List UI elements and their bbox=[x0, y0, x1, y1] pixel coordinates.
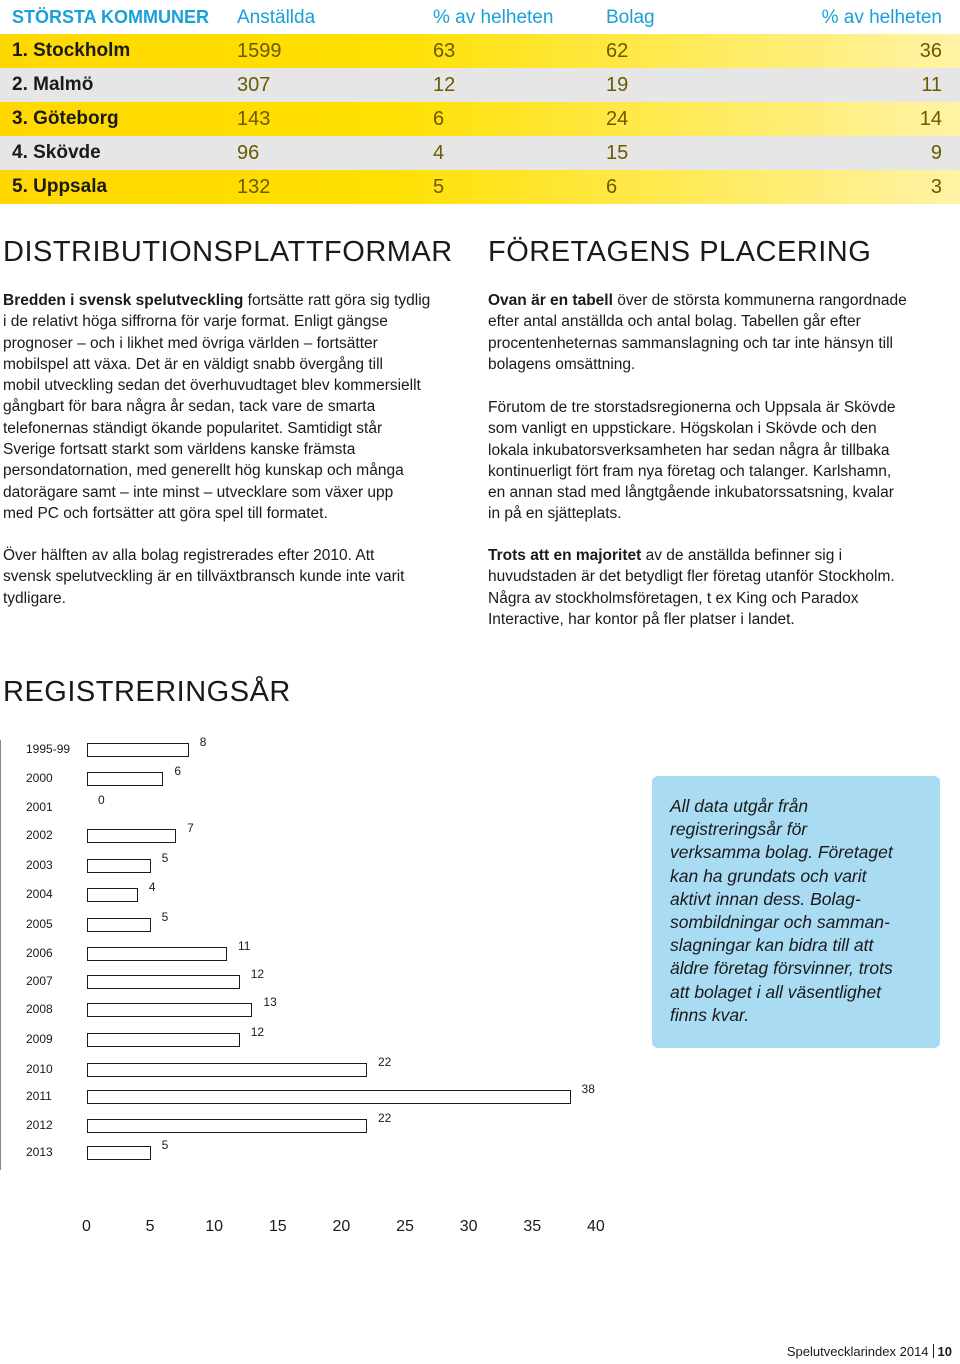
cell-employees-pct: 6 bbox=[433, 108, 445, 130]
bar bbox=[87, 743, 189, 757]
text-line: tydligare. bbox=[3, 589, 66, 607]
cell-companies: 15 bbox=[606, 142, 629, 164]
cell-municipality: 2. Malmö bbox=[12, 74, 94, 95]
text-line: över de största kommunerna rangordnade bbox=[612, 292, 907, 309]
bar bbox=[87, 888, 138, 902]
bar bbox=[87, 829, 176, 843]
cell-municipality: 5. Uppsala bbox=[12, 176, 108, 197]
text-line: slagningar kan bidra till att bbox=[670, 935, 874, 956]
cell-employees-pct: 63 bbox=[433, 40, 456, 62]
header-companies-pct: % av helheten bbox=[821, 7, 942, 28]
text-line: Interactive, har kontor på fler platser i landet. bbox=[488, 610, 795, 628]
text-line: finns kvar. bbox=[670, 1004, 750, 1025]
category-label: 2004 bbox=[26, 887, 53, 901]
text-line: verksamma bolag. Företaget bbox=[670, 842, 893, 863]
page-footer bbox=[787, 1344, 952, 1359]
x-tick-label: 10 bbox=[205, 1218, 224, 1235]
text-line: efter antal anställda och antal bolag. Tabellen går efter bbox=[488, 313, 861, 331]
left-paragraph-2 bbox=[3, 545, 473, 609]
heading-company-placement: FÖRETAGENS PLACERING bbox=[488, 236, 872, 268]
header-municipality: STÖRSTA KOMMUNER bbox=[12, 7, 209, 27]
bar-value-label: 8 bbox=[199, 735, 207, 749]
page-number: 10 bbox=[937, 1344, 952, 1359]
category-label: 2005 bbox=[26, 917, 53, 931]
category-label: 2009 bbox=[26, 1032, 53, 1046]
category-label: 1995-99 bbox=[26, 742, 71, 756]
cell-employees: 96 bbox=[237, 142, 260, 164]
bar-value-label: 22 bbox=[377, 1055, 392, 1069]
text-line: fortsätte ratt göra sig tydlig bbox=[243, 292, 431, 309]
x-tick-label: 0 bbox=[82, 1218, 91, 1235]
table-row bbox=[0, 34, 960, 68]
bar bbox=[87, 859, 151, 873]
text-line: registreringsår för bbox=[670, 819, 808, 840]
cell-companies-pct: 11 bbox=[921, 74, 942, 96]
bar bbox=[87, 1033, 240, 1047]
x-tick-label: 40 bbox=[587, 1218, 605, 1235]
bar-value-label: 7 bbox=[187, 821, 194, 835]
cell-employees: 143 bbox=[237, 108, 271, 130]
category-label: 2010 bbox=[26, 1062, 53, 1076]
text-line: in på en sjätteplats. bbox=[488, 505, 622, 523]
text-line: procentenheternas sammanslagning och tar inte hänsyn till bbox=[488, 334, 893, 352]
right-p3-lead: Trots att en majoritet bbox=[488, 547, 642, 564]
cell-employees-pct: 4 bbox=[433, 142, 445, 164]
text-line: av de anställda befinner sig i bbox=[641, 547, 843, 564]
text-line: Sverige fortsatt starkt som världens kanske främsta bbox=[3, 441, 356, 459]
text-line: lokala inkubatorsverksamheten har sedan några år tillbaka bbox=[488, 441, 890, 459]
top-municipalities-table bbox=[0, 0, 960, 204]
table-row bbox=[0, 102, 960, 136]
category-label: 2002 bbox=[26, 828, 53, 842]
bar bbox=[87, 1090, 571, 1104]
cell-companies-pct: 9 bbox=[930, 142, 942, 164]
cell-companies: 62 bbox=[606, 40, 629, 62]
text-line: med PC och fortsätter att göra spel till formatet. bbox=[3, 504, 328, 522]
publication-name: Spelutvecklarindex 2014 bbox=[786, 1344, 929, 1359]
bar bbox=[87, 1003, 252, 1017]
cell-companies-pct: 3 bbox=[930, 176, 942, 198]
footer-separator bbox=[933, 1344, 934, 1358]
callout-text bbox=[670, 795, 930, 1027]
bar bbox=[87, 947, 227, 961]
text-line: sombildningar och samman- bbox=[670, 912, 890, 933]
bar bbox=[87, 1119, 367, 1133]
x-tick-label: 30 bbox=[459, 1218, 478, 1235]
cell-companies: 19 bbox=[606, 74, 629, 96]
table-header bbox=[0, 0, 960, 34]
x-tick-label: 15 bbox=[268, 1218, 287, 1235]
table-row bbox=[0, 170, 960, 204]
cell-employees-pct: 5 bbox=[433, 176, 445, 198]
cell-municipality: 4. Skövde bbox=[12, 142, 101, 163]
text-line: svensk spelutveckling är en tillväxtbransch kunde inte varit bbox=[3, 568, 405, 586]
text-line: aktivt innan dess. Bolag- bbox=[670, 888, 861, 909]
category-label: 2013 bbox=[26, 1145, 53, 1159]
x-tick-label: 35 bbox=[523, 1218, 542, 1235]
cell-companies-pct: 14 bbox=[919, 108, 942, 130]
category-label: 2006 bbox=[26, 946, 53, 960]
bar-value-label: 6 bbox=[174, 764, 182, 778]
category-label: 2001 bbox=[26, 800, 53, 814]
bar-value-label: 5 bbox=[161, 910, 169, 924]
cell-municipality: 1. Stockholm bbox=[12, 40, 131, 61]
bar bbox=[87, 772, 163, 786]
text-line: bolagens omsättning. bbox=[488, 355, 636, 373]
text-line: Förutom de tre storstadsregionerna och Uppsala är Skövde bbox=[488, 399, 896, 416]
bar-value-label: 5 bbox=[161, 851, 169, 865]
text-line: att bolaget i all väsentlighet bbox=[670, 981, 882, 1002]
text-line: datorägare samt – inte minst – utvecklare som växer upp bbox=[3, 483, 394, 501]
bar-value-label: 38 bbox=[581, 1082, 595, 1096]
bar-value-label: 0 bbox=[98, 793, 105, 807]
cell-companies: 6 bbox=[606, 176, 618, 198]
bar bbox=[87, 918, 151, 932]
text-line: mobilspel att växa. Det är en väldigt snabb övergång till bbox=[3, 355, 383, 373]
text-line: kontinuerligt fört fram nya företag och talanger. Karlshamn, bbox=[488, 462, 892, 480]
text-line: kan ha grundats och varit bbox=[670, 865, 867, 886]
bar-value-label: 5 bbox=[161, 1138, 169, 1152]
cell-companies-pct: 36 bbox=[919, 40, 942, 62]
table-row bbox=[0, 68, 960, 102]
cell-employees: 132 bbox=[237, 176, 271, 198]
bar-value-label: 4 bbox=[148, 880, 156, 894]
cell-employees: 1599 bbox=[237, 40, 282, 62]
text-line: telefonernas ständigt ökande popularitet. Samtidigt står bbox=[3, 419, 383, 437]
header-employees: Anställda bbox=[237, 7, 316, 28]
text-line: en annan stad med långtgående inkubatorssatsning, kvalar bbox=[488, 484, 894, 502]
cell-employees-pct: 12 bbox=[433, 74, 456, 96]
cell-employees: 307 bbox=[237, 74, 271, 96]
bar bbox=[87, 1063, 367, 1077]
category-label: 2012 bbox=[26, 1118, 53, 1132]
text-line: persondatornation, med generellt hög kunskap och många bbox=[3, 462, 404, 480]
cell-municipality: 3. Göteborg bbox=[12, 108, 119, 129]
bar-value-label: 13 bbox=[263, 995, 277, 1009]
chart-heading: REGISTRERINGSÅR bbox=[3, 676, 291, 708]
text-line: huvudstaden är det betydligt fler företag utanför Stockholm. bbox=[488, 568, 895, 586]
text-line: prognoser – och i likhet med övriga världen – fortsätter bbox=[3, 334, 378, 352]
x-tick-label: 5 bbox=[145, 1218, 155, 1235]
text-line: gångbart för bara några år sedan, tack vare de smarta bbox=[3, 398, 376, 416]
left-paragraph-1 bbox=[3, 290, 473, 524]
left-p1-lead: Bredden i svensk spelutveckling bbox=[3, 292, 244, 309]
x-tick-label: 25 bbox=[396, 1218, 414, 1235]
right-paragraph-1 bbox=[488, 290, 958, 375]
text-line: i de relativt höga siffrorna för varje format. Enligt gängse bbox=[3, 313, 388, 331]
text-line: Några av stockholmsföretagen, t ex King och Paradox bbox=[488, 589, 859, 607]
heading-distribution-platforms: DISTRIBUTIONSPLATTFORMAR bbox=[3, 236, 453, 268]
bar-value-label: 11 bbox=[237, 939, 251, 953]
x-tick-label: 20 bbox=[332, 1218, 351, 1235]
bar-value-label: 12 bbox=[250, 1025, 265, 1039]
category-label: 2000 bbox=[26, 771, 53, 785]
text-line: äldre företag försvinner, trots bbox=[670, 958, 893, 979]
right-p1-lead: Ovan är en tabell bbox=[488, 292, 613, 309]
bar bbox=[87, 975, 240, 989]
bar-value-label: 22 bbox=[377, 1111, 392, 1125]
chart-left-frame bbox=[0, 740, 1, 1170]
text-line: Över hälften av alla bolag registrerades efter 2010. Att bbox=[3, 547, 375, 564]
bar-value-label: 12 bbox=[250, 967, 265, 981]
category-label: 2007 bbox=[26, 974, 53, 988]
category-label: 2003 bbox=[26, 858, 53, 872]
right-paragraph-3 bbox=[488, 545, 958, 630]
text-line: All data utgår från bbox=[670, 796, 809, 816]
category-label: 2008 bbox=[26, 1002, 53, 1016]
right-paragraph-2 bbox=[488, 397, 958, 525]
header-companies: Bolag bbox=[606, 7, 655, 28]
table-row bbox=[0, 136, 960, 170]
text-line: som vanligt en uppstickare. Högskolan i Skövde och den bbox=[488, 420, 877, 438]
bar bbox=[87, 1146, 151, 1160]
cell-companies: 24 bbox=[606, 108, 629, 130]
text-line: mobil utveckling sedan det överhuvudtaget blev kommersiellt bbox=[3, 377, 421, 395]
category-label: 2011 bbox=[26, 1089, 52, 1103]
header-employees-pct: % av helheten bbox=[433, 7, 554, 28]
